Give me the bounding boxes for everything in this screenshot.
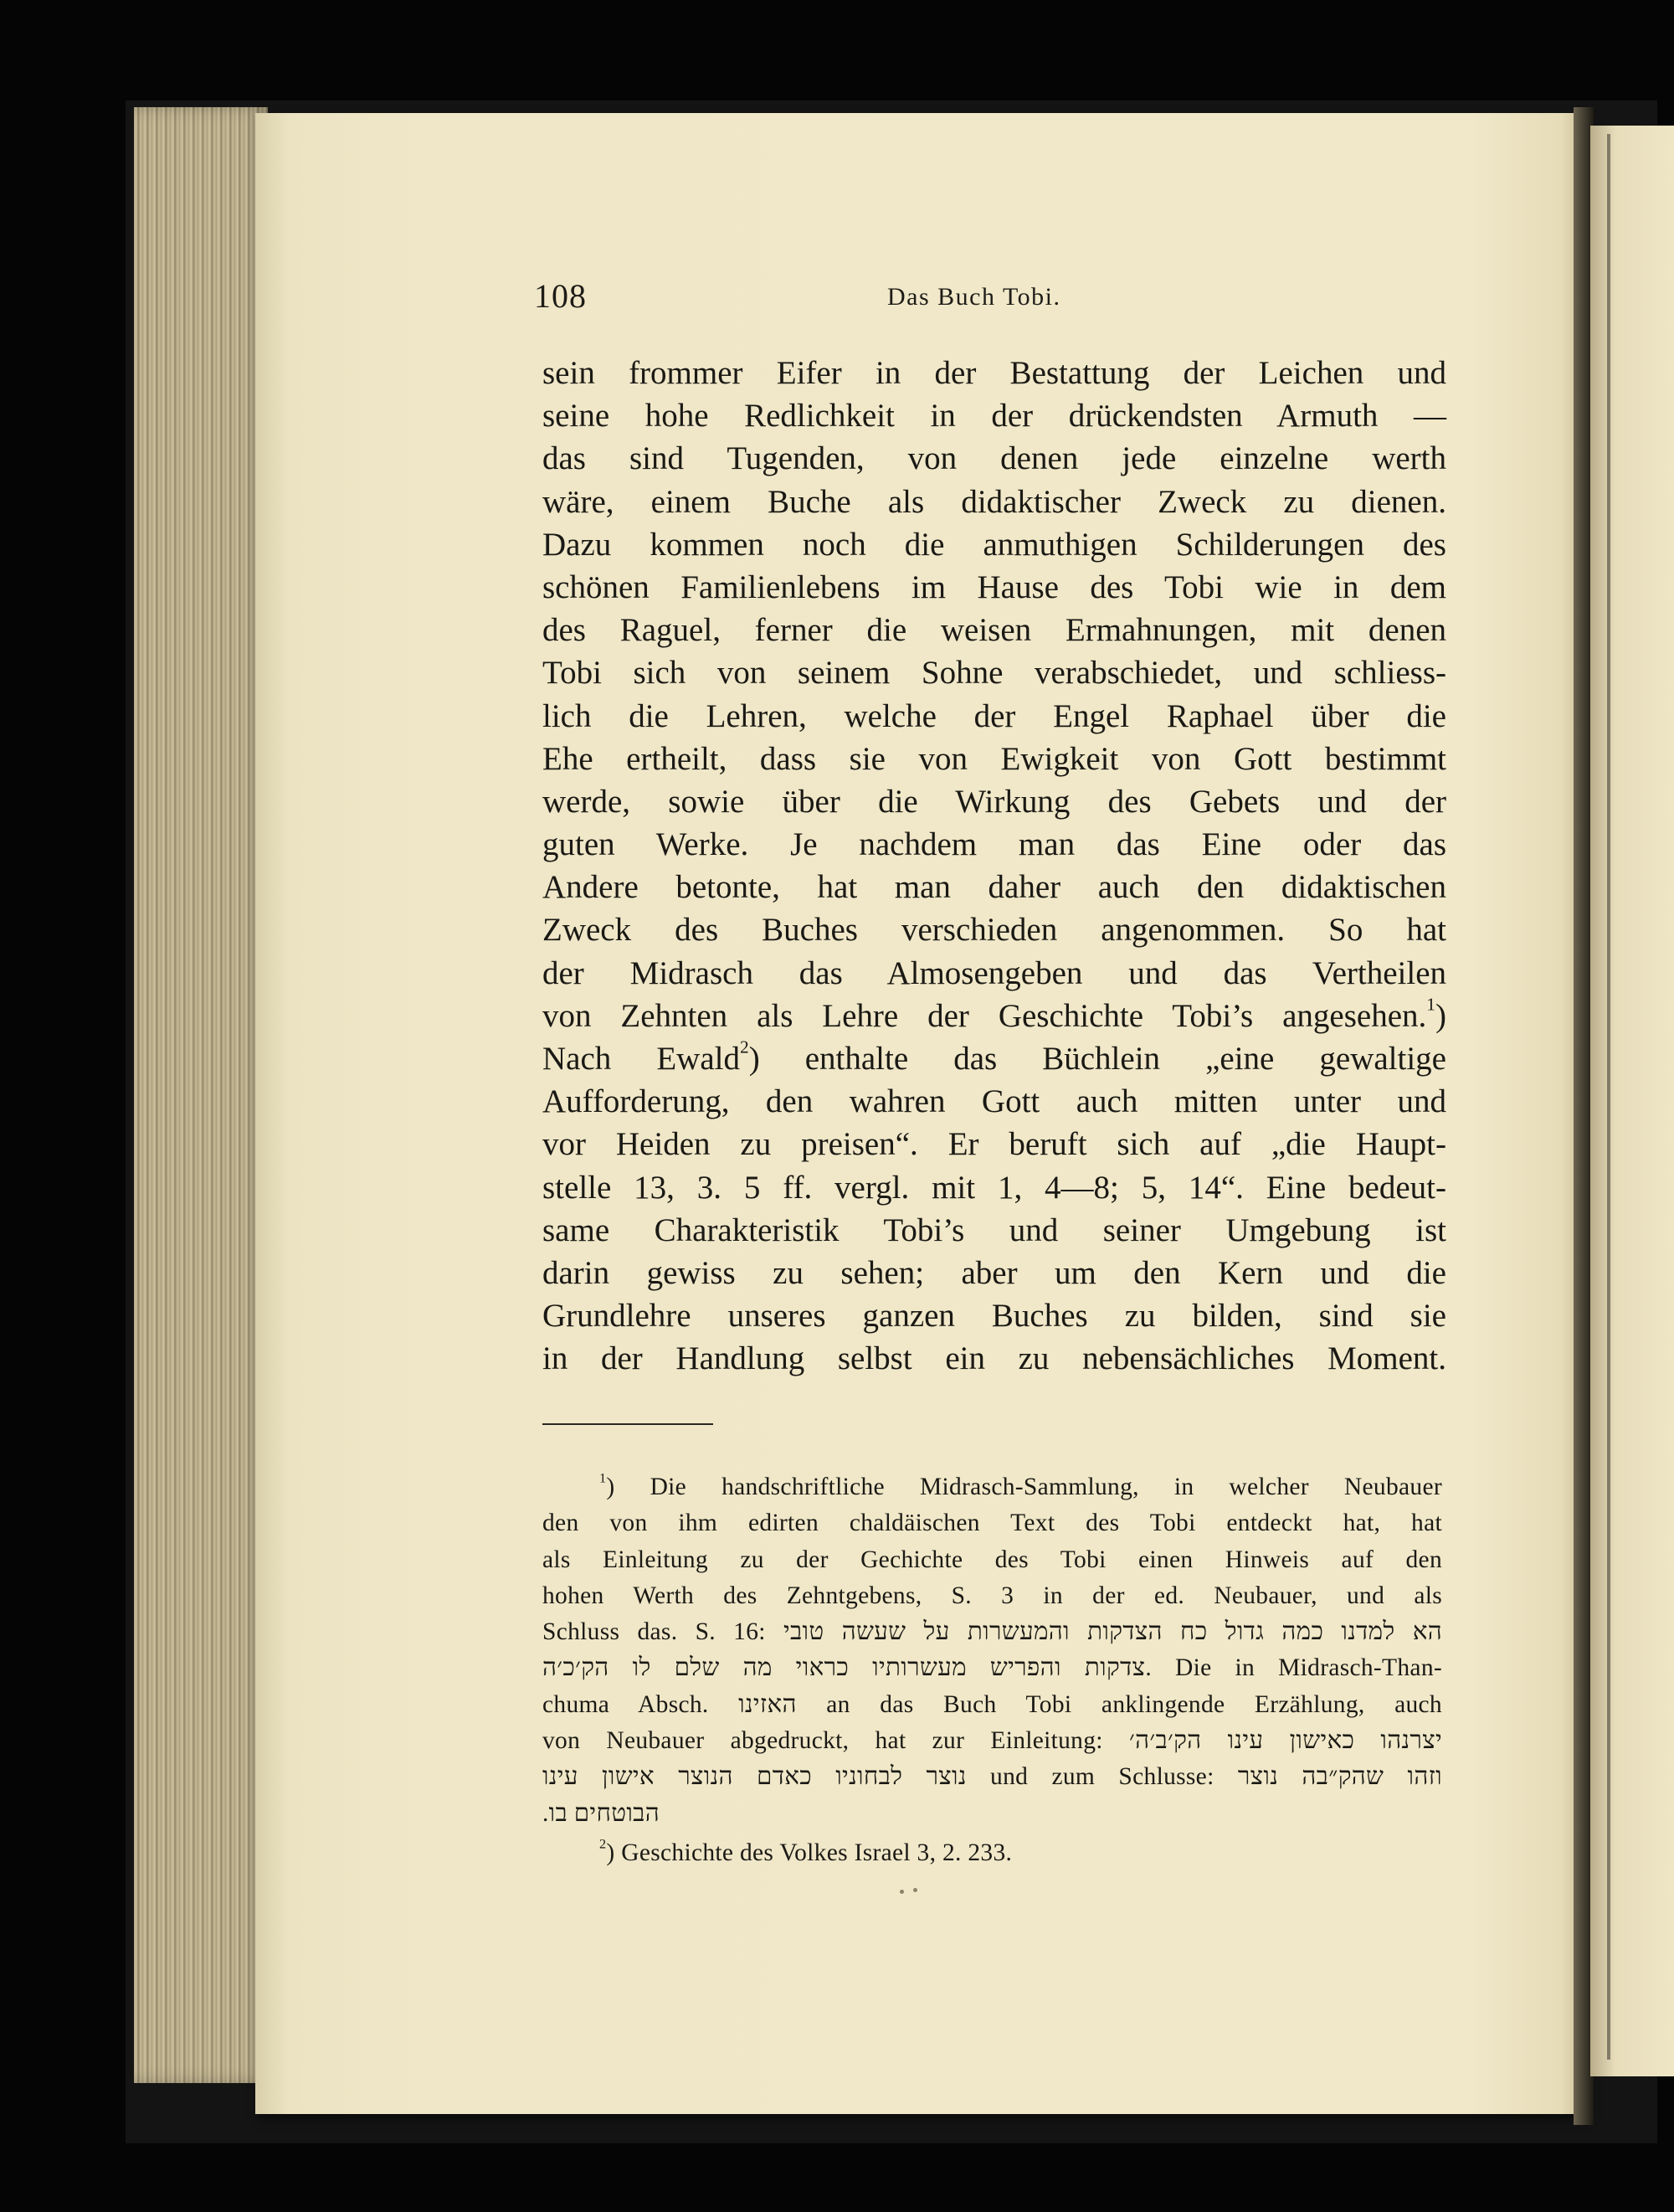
text-line: guten Werke. Je nachdem man das Eine oder das <box>542 826 1446 863</box>
text-fragment: enthalte das Büchlein „eine gewaltige <box>804 1041 1446 1077</box>
text-line: darin gewiss zu sehen; aber um den Kern und die <box>542 1254 1446 1291</box>
text-line: stelle 13, 3. 5 ff. vergl. mit 1, 4—8; 5, 14“. Eine bedeut- <box>542 1169 1446 1206</box>
footnote-1-line <box>542 1759 1442 1795</box>
text-line: schönen Familienlebens im Hause des Tobi wie in dem <box>542 568 1446 605</box>
text-line: Dazu kommen noch die anmuthigen Schilderungen des <box>542 526 1446 563</box>
footnote-1-line <box>542 1687 1442 1723</box>
footnote-text: chuma Absch. <box>542 1690 709 1718</box>
footnote-1-line: den von ihm edirten chaldäischen Text des Tobi entdeckt hat, hat <box>542 1510 1442 1537</box>
footnote-text: von Neubauer abgedruckt, hat zur Einleitung: <box>542 1727 1103 1755</box>
footnote-1-line: $^1$) Die handschriftliche Midrasch-Sammlung, in welcher Neubauer <box>599 1470 1442 1500</box>
text-line: Zweck des Buches verschieden angenommen. So hat <box>542 912 1446 949</box>
text-line: der Midrasch das Almosengeben und das Vertheilen <box>542 954 1446 991</box>
text-line: wäre, einem Buche als didaktischer Zweck zu dienen. <box>542 483 1446 520</box>
hebrew-quote: וזהו שהק״בה נוצר <box>1237 1763 1443 1791</box>
text-line: lich die Lehren, welche der Engel Raphael über die <box>542 697 1446 734</box>
page-number: 108 <box>534 277 587 315</box>
text-line-with-note-1: von Zehnten als Lehre der Geschichte Tobi’s angesehen.$^1$) <box>542 994 1446 1034</box>
text-line: Aufforderung, den wahren Gott auch mitten unter und <box>542 1083 1446 1120</box>
facing-page-shadow <box>1607 134 1610 2060</box>
running-title: Das Buch Tobi. <box>887 283 1061 311</box>
footnote-1-line: hohen Werth des Zehntgebens, S. 3 in der ed. Neubauer, und als <box>542 1582 1442 1609</box>
page-edges <box>134 107 268 2083</box>
text-line: in der Handlung selbst ein zu nebensächliches Moment. <box>542 1340 1446 1377</box>
footnote-1-line <box>542 1796 1442 1832</box>
hebrew-quote: הא למדנו כמה גדול כח הצדקות והמעשרות על שעשה טובי <box>783 1618 1442 1646</box>
text-line: des Raguel, ferner die weisen Ermahnungen, mit denen <box>542 612 1446 649</box>
body-text <box>542 352 1446 1381</box>
footnote-1-line <box>542 1723 1442 1759</box>
footnote-2: $^2$) Geschichte des Volkes Israel 3, 2. 233. <box>599 1836 1013 1866</box>
footnote-1-marker: 1 <box>599 1470 607 1486</box>
hebrew-quote: צדקות והפריש מעשרותיו כראוי מה שלם לו הק׳כ׳ה <box>542 1654 1146 1682</box>
text-line: vor Heiden zu preisen“. Er beruft sich auf „die Haupt- <box>542 1126 1446 1163</box>
footnote-rule <box>542 1423 713 1425</box>
footnote-text: Die handschriftliche Midrasch-Sammlung, in welcher Neubauer <box>650 1474 1442 1500</box>
hebrew-word: האזינו <box>738 1690 797 1718</box>
text-fragment: Nach Ewald <box>542 1041 740 1077</box>
text-line: Tobi sich von seinem Sohne verabschiedet, und schliess- <box>542 655 1446 692</box>
footnote-2-marker: 2 <box>599 1836 607 1852</box>
text-line: same Charakteristik Tobi’s und seiner Umgebung ist <box>542 1211 1446 1248</box>
footnote-text: und zum Schlusse: <box>990 1763 1214 1791</box>
footnote-1-line <box>542 1614 1442 1650</box>
footnote-ref-2: 2 <box>739 1037 749 1057</box>
text-line: werde, sowie über die Wirkung des Gebets und der <box>542 783 1446 820</box>
text-line: Ehe ertheilt, dass sie von Ewigkeit von Gott bestimmt <box>542 740 1446 777</box>
text-line: Andere betonte, hat man daher auch den didaktischen <box>542 869 1446 906</box>
text-line: Grundlehre unseres ganzen Buches zu bilden, sind sie <box>542 1298 1446 1335</box>
hebrew-quote: נוצר לבחוניו כאדם הנוצר אישון עינו <box>542 1763 967 1791</box>
text-line-with-note-2: Nach Ewald$^2$) enthalte das Büchlein „eine gewaltige <box>542 1037 1446 1077</box>
text-line: seine hohe Redlichkeit in der drückendsten Armuth — <box>542 398 1446 435</box>
hebrew-quote: הבוטחים בו. <box>542 1799 660 1827</box>
footnote-ref-1: 1 <box>1426 994 1435 1015</box>
footnote-text: Schluss das. S. 16: <box>542 1618 766 1646</box>
facing-page-edge <box>1590 126 1674 2076</box>
hebrew-quote: יצרנהו כאישון עינו הק׳ב׳ה׳ <box>1128 1727 1442 1755</box>
text-fragment: von Zehnten als Lehre der Geschichte Tobi’s angesehen. <box>542 997 1427 1034</box>
text-line: sein frommer Eifer in der Bestattung der Leichen und <box>542 355 1446 391</box>
footnote-1-line <box>542 1650 1442 1686</box>
footnotes <box>542 1469 1442 1871</box>
footnote-1-line: als Einleitung zu der Gechichte des Tobi einen Hinweis auf den <box>542 1546 1442 1573</box>
footnote-text: Geschichte des Volkes Israel 3, 2. 233. <box>621 1839 1013 1866</box>
footnote-text: . Die in Midrasch-Than- <box>1145 1654 1442 1682</box>
text-line: das sind Tugenden, von denen jede einzelne werth <box>542 440 1446 477</box>
paper-specks <box>900 1888 925 1895</box>
footnote-text: an das Buch Tobi anklingende Erzählung, auch <box>826 1690 1442 1718</box>
